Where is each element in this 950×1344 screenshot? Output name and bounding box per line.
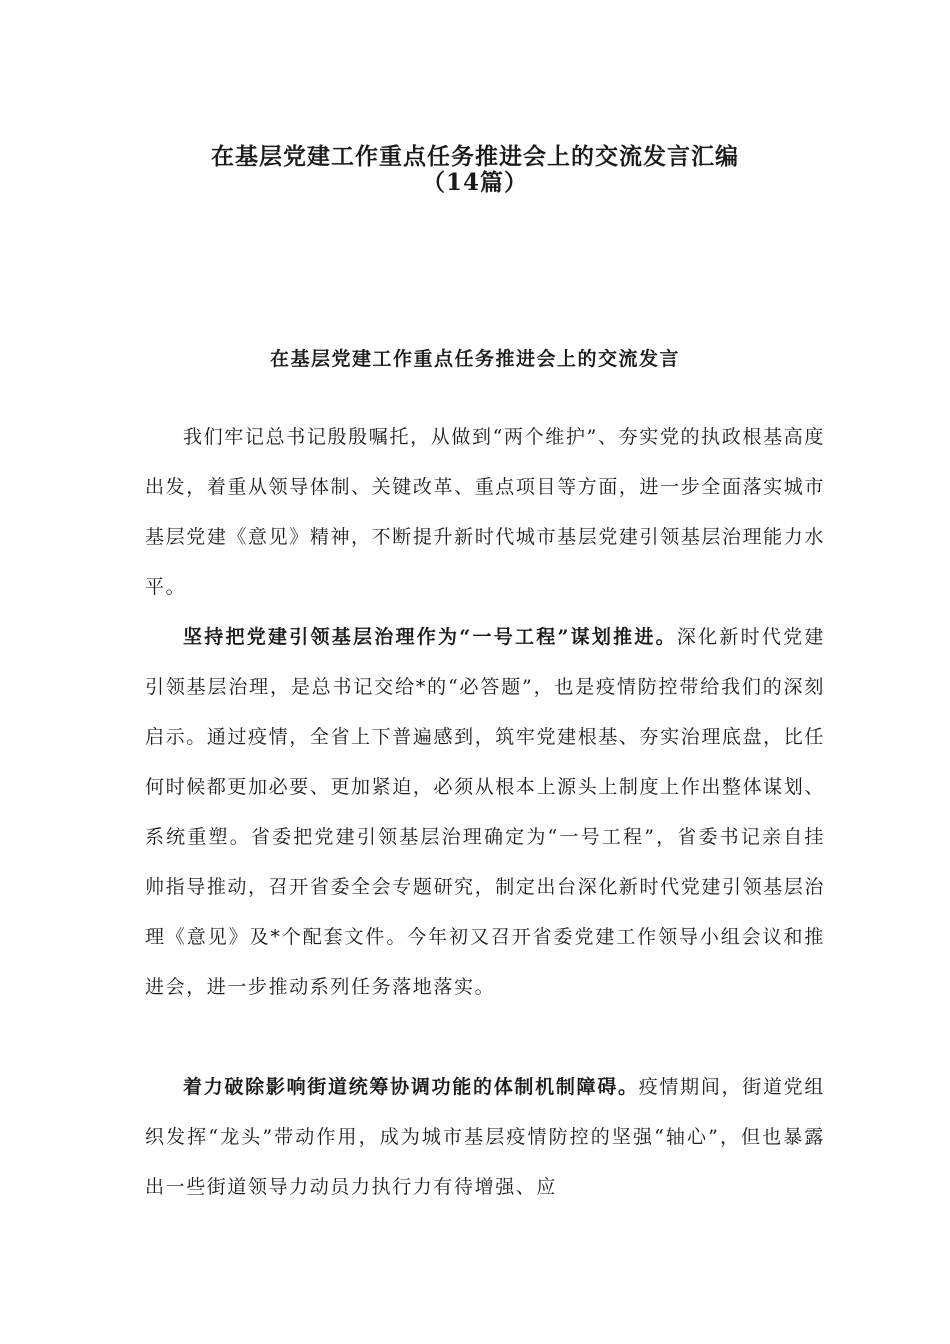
paragraph-section-1 xyxy=(145,612,825,1012)
paragraph-intro xyxy=(145,412,825,612)
paragraph-body: 我们牢记总书记殷殷嘱托，从做到“两个维护”、夯实党的执政根基高度出发，着重从领导体制、关键改革、重点项目等方面，进一步全面落实城市基层党建《意见》精神，不断提升新时代城市基层党建引领基层治理能力水平。 xyxy=(145,426,825,598)
document-title: 在基层党建工作重点任务推进会上的交流发言汇编 xyxy=(211,143,739,170)
document-title-count: （14篇） xyxy=(421,169,528,196)
paragraph-body: 疫情期间，街道党组织发挥“龙头”带动作用，成为城市基层疫情防控的坚强“轴心”，但也暴露出一些街道领导力动员力执行力有待增强、应 xyxy=(145,1076,825,1198)
paragraph-lead: 坚持把党建引领基层治理作为“一号工程”谋划推进。 xyxy=(183,626,677,648)
section-title: 在基层党建工作重点任务推进会上的交流发言 xyxy=(269,348,680,370)
paragraph-body: 深化新时代党建引领基层治理，是总书记交给*的“必答题”，也是疫情防控带给我们的深刻启示。通过疫情，全省上下普遍感到，筑牢党建根基、夯实治理底盘，比任何时候都更加必要、更加紧迫，必须从根本上源头上制度上作出整体谋划、系统重塑。省委把党建引领基层治理确定为“一号工程”，省委书记亲自挂帅指导推动，召开省委全会专题研究，制定出台深化新时代党建引领基层治理《意见》及*个配套文件。今年初又召开省委党建工作领导小组会议和推进会，进一步推动系列任务落地落实。 xyxy=(145,626,825,998)
paragraph-section-2 xyxy=(145,1062,825,1212)
paragraph-lead: 着力破除影响街道统筹协调功能的体制机制障碍。 xyxy=(183,1076,639,1098)
